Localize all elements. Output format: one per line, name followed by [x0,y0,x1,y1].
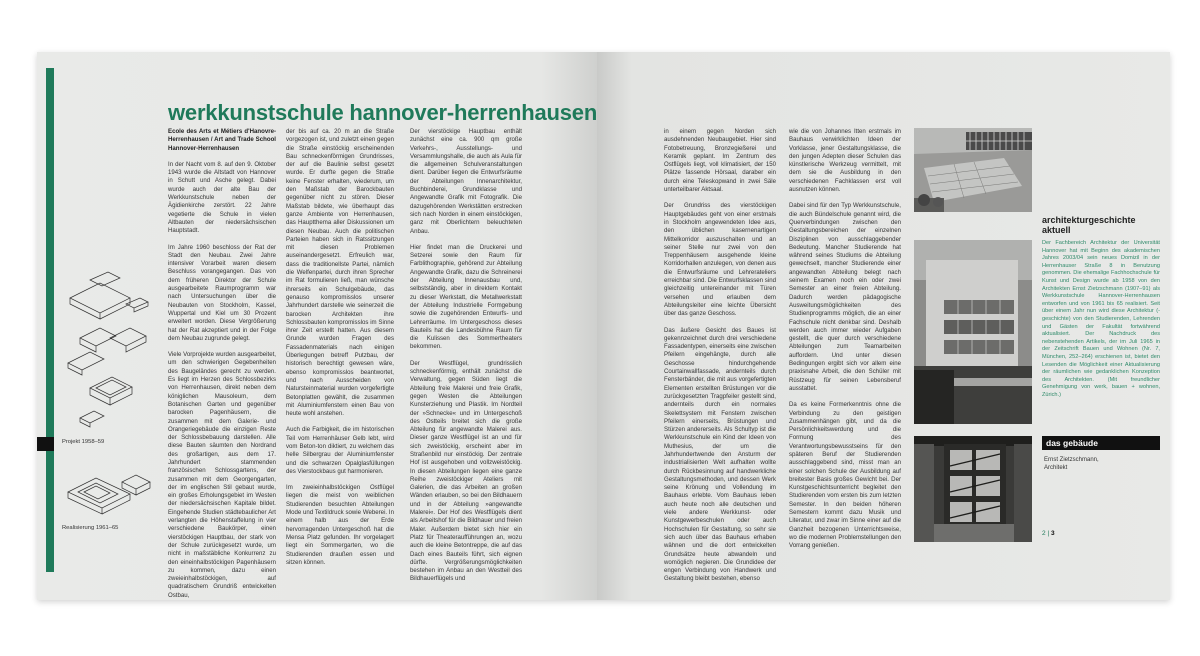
paragraph: in einem gegen Norden sich ausdehnenden Neubaugebiet. Hier sind Fotobetreuung, Bronzegießerei und Keramik geplant. Im Zentrum des Ostflügels liegt, voll klimatisiert, der 150 Plätze fassende Hörsaal, daraber ein durch eine Teleskopwand in zwei Säle unterteilbarer Aktsaal. [664,128,776,194]
caption-realisation: Realisierung 1961–65 [62,525,119,531]
text-column-5 [789,128,901,558]
paragraph: Hier findet man die Druckerei und Setzerei sowie den Raum für Farblithographie, gehörend zur Abteilung Angewandte Grafik, dazu die Schreinerei der Abteilung Innenausbau und, selbstständig, aber in direktem Kontakt zu dieser Werkstatt, die Metallwerkstatt der Abteilung Industrielle Formgebung sowie die zugehörenden Entwurfs- und Lehrerräume. Im Untergeschoss dieses Bauteils hat die Landesbühne Raum für die Kulissen des Sommertheaters bekommen. [410,243,522,351]
paragraph: Der vierstöckige Hauptbau enthält zunächst eine ca. 900 qm große Verkehrs-, Ausstellungs- und Versammlungshalle, die auch als Aula für die allgemeinen Schulveranstaltungen dient. Darüber liegen die Entwurfsräume der Abteilungen Innenarchitektur, Buchbinderei, Grundklasse und Angewandte Grafik mit Fotografik. Die dazugehörenden Werkstätten erstrecken sich nach Norden in einem einstöckigen, ganz mit Oberlichtern beleuchteten Anbau. [410,128,522,235]
photo-staircase [914,436,1032,542]
column-heading: Ecole des Arts et Métiers d'Hanovre-Herrenhausen / Art and Trade School Hannover-Herrenhausen [168,128,276,152]
sidebar-title-line-1: architekturgeschichte [1042,215,1136,225]
staircase-image [914,436,1032,542]
paragraph: der bis auf ca. 20 m an die Straße vorgezogen ist, und zuletzt einen gegen die Straße einstöckig erscheinenden Bau schneckenförmigen Grundrisses, der auf die Baulinie selbst gesetzt wurde. Er durfte gegen die Straße keine Fenster erhalten, wiederum, um den Maßstab der Barockbauten gegenüber nicht zu stören. Dieser Maßstab bildete, wie überhaupt das ganze Ambiente von Herrenhausen, das Hauptthema aller Diskussionen um diesen Neubau. Auch die politischen Parteien haben sich in Ratssitzungen mit diesen Problemen auseinandergesetzt. Erfreulich war, dass die traditionellste Partei, nämlich die Welfenpartei, durch ihren Sprecher im Rat formulieren ließ, man wünsche ihrerseits ein Schulgebäude, das genauso kompromisslos unserer Jahrhundert darstelle wie seinerzeit die barocken Architekten ihre Schlossbauten kompromisslos im Sinne ihrer Zeit erstellt hatten. Aus diesem Grunde wurden Fragen des Fassadenmaterials nach einigen Überlegungen betreff Putzbau, der historisch berechtigt gewesen wäre, ebenso kompromisslos beantwortet, und nach Ausscheiden von Natursteinmaterial wurden vorgefertigte Betonplatten gewählt, die zusammen mit Aluminiumfenstern einen Bau von heute wohl anstehen. [286,128,394,418]
author-name: Ernst Zietzschmann, [1044,457,1099,463]
photo-facade [914,240,1032,424]
paragraph: Viele Vorprojekte wurden ausgearbeitet, um den schwierigen Gegebenheiten des Baugeländes gerecht zu werden. Es liegt im Herzen des Schlossbezirks von Herrenhausen, direkt neben dem königlichen Mausoleum, dem Botanischen Garten und gegenüber barocken Pagenhäusern, die zusammen mit dem Galerie- und Orangeriegebäude die einzigen Reste der Schlossbebauung darstellen. Alle diese Bauten säumten den Nordrand des großartigen, aus dem 17. Jahrhundert stammenden französischen Schlossgartens, der zusammen mit dem Georgengarten, der im englischen Stil gebaut wurde, ein großes Erholungsgebiet im Westen der niedersächsischen Kapitale bildet. Eingehende Studien städtebaulicher Art verlangten die Höhenstaffelung in vier verschiedene Baukörper, einen vierstöckigen Hauptbau, der stark von der Schule zurückgesetzt wurde, um nicht in maßstäbliche Konkurrenz zu den eineinhalbstöckigen Pagenhäusern zu kommen, dazu einen zweieinhalbstöckigen, auf quadratischem Grundriß entwickelten Ostbau, [168,351,276,599]
isometric-drawing-realisation [60,470,160,520]
text-column-2 [286,128,394,566]
caption-project: Projekt 1958–59 [62,439,105,445]
accent-stripe [46,68,54,572]
text-column-4 [664,128,776,583]
black-marker [37,437,54,451]
paragraph: Das äußere Gesicht des Baues ist gekennzeichnet durch drei verschiedene Fassadentypen, einerseits eine zwischen Pfeilern eingehängte, durch alle Geschosse hindurchgehende Courtainwallfassade, andernteils durch Fensterbänder, die mit aus vorgefertigten Elementen erstellten Brüstungen vor die zurückgesetzten Tragpfeiler gestellt sind, andernteils durch ein normales Skelettsystem mit Fenstern zwischen Pfeilern einerseits, Brüstungen und Stürzen andererseits. Als Schultyp ist die Werkkunstschule ein Kind der Ideen von Muthesius, der um die Jahrhundertwende den Ansturm der industrialisierten Welt aufhalten wollte durch Rückbesinnung auf handwerkliche Gestaltungsmethoden, und dessen Werk seine Krönung und Vollendung im Bauhaus erlebte. Vom Bauhaus leben auch heute noch alle deutschen und viele andere Werkkunst- oder Kunstgewerbeschulen oder auch Hochschulen für Gestaltung, so sehr sie sich auch über das Bauhaus erhaben wähnen und die dort entwickelten Grundsätze heute abwandeln und womöglich negieren. Die Grundidee der engen Verbindung von Handwerk und Gestaltung bleibt bestehen, ebenso [664,326,776,583]
section-label: das gebäude [1042,436,1160,450]
building-aerial-image [914,128,1032,212]
paragraph: Im zweieinhalbstöckigen Ostflügel liegen die meist von weiblichen Studierenden besuchten Abteilungen Mode und Textildruck sowie Weberei. In einem halb aus der Erde hervorragenden Untergeschoß hat die Mensa Platz gefunden. Ihr vorgelagert liegt ein Sommergarten, wo die Studierenden draußen essen und sitzen können. [286,484,394,566]
realisation-sketch [60,470,160,520]
author-role: Architekt [1044,465,1068,471]
page-number-right: 3 [1050,530,1055,537]
page-number-separator: | [1047,530,1051,537]
paragraph: Im Jahre 1960 beschloss der Rat der Stadt den Neubau. Zwei Jahre intensiver Vorarbeit waren diesem Beschluss vorangegangen. Das von dem früheren Direktor der Schule ausgearbeitete Raumprogramm war nach Untersuchungen über die Neubauten von Stockholm, Kassel, Wuppertal und Kiel um 30 Prozent erweitert worden. Diese Vergrößerung hat der Rat akzeptiert und in der Folge dem Neubau zugrunde gelegt. [168,243,276,342]
text-column-3 [410,128,522,583]
author-credit [1044,456,1099,472]
paragraph: Der Westflügel, grundrisslich schneckenförmig, enthält zunächst die Verwaltung, gegen Süden liegt die Abteilung freie Malerei und freie Grafik, gegen Westen die Abteilungen Kunsterziehung und Plastik. Im Nordteil der »Schnecke« und im Untergeschoß des Ostteils breitet sich die große Abteilung für angewandte Malerei aus. Dieser ganze Westflügel ist an und für sich zweistöckig, erscheint aber im Straßenbild nur einstöckig. Der zentrale Hof ist ausgehoben und vollzweistöckig. In diesen Abteilungen liegen eine ganze Reihe zweistöckiger Ateliers mit Galerien, die das Arbeiten an großen Wänden erlauben, so bei den Bildhauern und in der Abteilung »angewandte Malerei«. Der Hof des Westflügels dient als Arbeitshof für die Bildhauer und freien Maler. Außerdem bietet sich hier ein Platz für Theateraufführungen an, wozu auch die kleine Betontreppe, die auf das Dach eines Bauteils führt, sich eignen dürfte. Vergrößerungsmöglichkeiten bestehen im Anbau an den Westteil des Bildhauerflügels und [410,359,522,583]
paragraph: Der Grundriss des vierstöckigen Hauptgebäudes geht von einer erstmals in Stockholm angewendeten Idee aus, den üblichen kasernenartigen Mittelkorridor auszuschalten und an seiner Stelle nur zwei von den Treppenhäusern ausgehende kleine Korridorhallen anzulegen, von denen aus die Entwurfsräume und Lehrerateliers erreichbar sind. Die Entwurfsklassen sind gleichzeitig untereinander mit Türen versehen und erlauben dem Abteilungsleiter eine leichte Übersicht über das ganze Geschoss. [664,202,776,318]
article-title: werkkunstschule hannover-herrenhausen [168,100,598,125]
page-number-left: 2 [1042,530,1046,537]
paragraph: Dabei sind für den Typ Werkkunstschule, die auch Bündelschule genannt wird, die Querverbindungen zwischen den Gestaltungsbereichen der einzelnen Disziplinen von ausschlaggebender Bedeutung. Mancher Studierende hat während seines Studiums die Abteilung gewechselt, mancher Studierende einer angewandten Abteilung belegt nach seinem Examen noch ein oder zwei Semester an einer freien Abteilung. Dadurch werden pädagogische Ausweitungsmöglichkeiten des Studienprogramms möglich, die an einer Fachschule nicht denkbar sind. Deshalb werden auch immer wieder Aufgaben gestellt, die quer durch verschiedene Abteilungen zum Teamarbeiten auffordern. Und unter diesen Bedingungen ergibt sich vor allem eine praxisnahe Arbeit, die den Schüler mit Rüstzeug für seinen Lebensberuf ausstattet. [789,202,901,392]
paragraph: wie die von Johannes Itten erstmals im Bauhaus verwirklichten Ideen der Vorklasse, jener Gestaltungsklasse, die den jungen Adepten dieser Schulen das künstlerische Werkzeug vermittelt, mit dem sie die Ausbildung in den verschiedenen Fachklassen erst voll ausnutzen können. [789,128,901,194]
isometric-drawing-project [60,268,160,438]
sidebar-title-line-2: aktuell [1042,225,1071,235]
project-sketch [60,268,160,438]
page-numbers [1042,530,1055,537]
text-column-1 [168,128,276,599]
sidebar-title [1042,215,1136,235]
paragraph: In der Nacht vom 8. auf den 9. Oktober 1943 wurde die Altstadt von Hannover in Schutt und Asche gelegt. Dabei wurde auch der alte Bau der Werkkunstschule neben der Ägidienkirche zerstört. 22 Jahre vegetierte die Schule in vielen Altbauten der niedersächsischen Hauptstadt. [168,160,276,235]
paragraph: Auch die Farbigkeit, die im historischen Teil vom Herrenhäuser Gelb lebt, wird vom Beton-ton diktiert, zu welchem das helle Silbergrau der Aluminiumfenster und die schwarzen Opalglasfüllungen des Vierstockbaus gut harmonieren. [286,426,394,475]
paragraph: Da es keine Formerkenntnis ohne die Verbindung zu den geistigen Zusammenhängen gibt, und da die Persönlichkeitswerdung und die Formung des Verantwortungsbewusstseins für den späteren Beruf der Studierenden ausschlaggebend sind, misst man an einer solchen Schule der Ausbildung auf breitester Basis großes Gewicht bei. Der Kunstgeschichtsunterricht begleitet den Studierenden vom ersten bis zum letzten Semester. In den beiden höheren Semestern kommt dazu Musik und Literatur, und zwar im Sinne einer auf die Ganzheit bezogenen Unterrichtsweise, wo die modernen Problemstellungen den Vorrang genießen. [789,401,901,550]
facade-image [914,240,1032,424]
sidebar-text: Der Fachbereich Architektur der Universität Hannover hat mit Beginn des akademischen Jahres 2003/04 sein neues Domizil in der Herrenhauser Straße 8 in Benutzung genommen. Die ehemalige Fachhochschule für Kunst und Design wurde ab 1958 von den Architekten Ernst Zietzschmann (1907–91) als Werkkunstschule Hannover-Herrenhausen entworfen und von 1961 bis 65 realisiert. Seit über einem Jahr nun wird diese Architektur (-geschichte) von den Studierenden, Lehrenden und Gästen der Fakultät fortwährend aktualisiert. Der Nachdruck des nebenstehenden Artikels, der im Juli 1965 in der Zeitschrift Bauen und Wohnen (Nr. 7, München, 252–264) erschienen ist, bietet den Lesenden die Möglichkeit einer Aktualisierung der räumlichen wie gedanklichen Konzeption des Architekten. (Mit freundlicher Genehmigung von werk, bauen + wohnen, Zürich.) [1042,240,1160,398]
photo-building-aerial [914,128,1032,212]
